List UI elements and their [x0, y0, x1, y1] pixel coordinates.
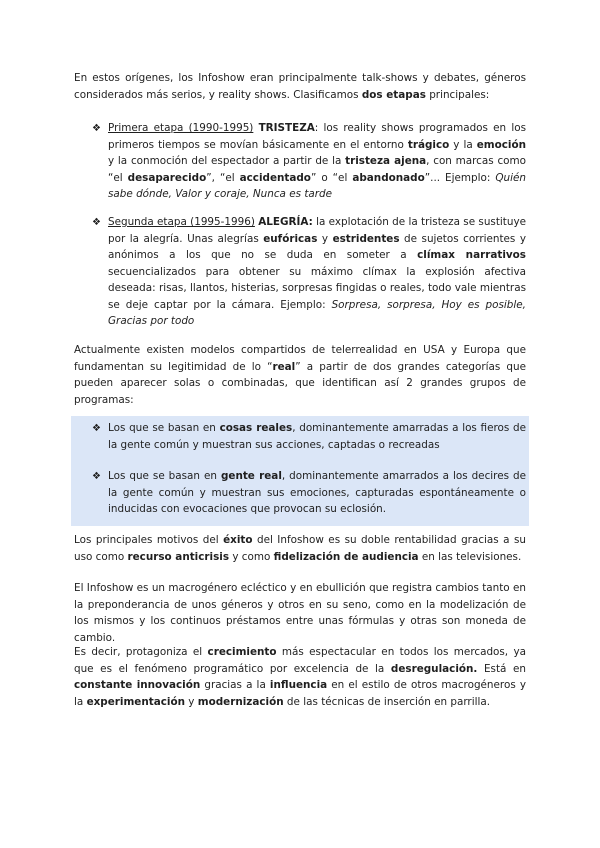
- bold-term: dos etapas: [361, 88, 426, 101]
- group-one-text: Los que se basan en cosas reales, dominantemente amarradas a los fieros de la gente común y muestran sus acciones, captadas o recreadas: [108, 422, 526, 451]
- stage-label: Primera etapa (1990-1995): [108, 122, 254, 134]
- stage-one-text: Primera etapa (1990-1995) TRISTEZA: los reality shows programados en los primeros tiempos se movían básicamente en el entorno trágico y la emoción y la conmoción del espectador a partir de la tristeza ajena, con marcas como “el desaparecido”, “el accidentado” o “el abandonado”... Ejemplo: Quién sabe dónde, Valor y coraje, Nunca es tarde: [108, 122, 527, 200]
- stage-one-item: [92, 120, 526, 203]
- group-two-text: Los que se basan en gente real, dominantemente amarrados a los decires de la gente común y muestran sus emociones, capturadas espontáneamente o inducidas con evocaciones que provocan su eclosión.: [108, 470, 526, 515]
- stage-title: TRISTEZA: [258, 122, 315, 134]
- group-one-item: [92, 420, 526, 453]
- motives-paragraph: Los principales motivos del éxito del Infoshow es su doble rentabilidad gracias a su uso como recurso anticrisis y como fidelización de audiencia en las televisiones.: [74, 534, 526, 563]
- stage-two-text: Segunda etapa (1995-1996) ALEGRÍA: la explotación de la tristeza se sustituye por la alegría. Unas alegrías eufóricas y estridentes de sujetos corrientes y anónimos a los que no se duda en someter a clímax narrativos secuencializados para obtener su máximo clímax la explosión afectiva deseada: risas, llantos, histerias, sorpresas fingidas o reales, todo vale mientras se deje captar por la cámara. Ejemplo: Sorpresa, sorpresa, Hoy es posible, Gracias por todo: [108, 216, 526, 327]
- diamond-bullet-icon: ❖: [92, 123, 101, 134]
- stage-two-item: [92, 214, 526, 330]
- stage-title: ALEGRÍA:: [258, 216, 313, 228]
- diamond-bullet-icon: ❖: [92, 217, 101, 228]
- models-paragraph: Actualmente existen modelos compartidos de telerrealidad en USA y Europa que fundamentan su legitimidad de lo “real” a partir de dos grandes categorías que pueden aparecer solas o combinadas, que identifican así 2 grandes grupos de programas:: [74, 344, 526, 406]
- growth-paragraph: Es decir, protagoniza el crecimiento más espectacular en todos los mercados, ya que es el fenómeno programático por excelencia de la desregulación. Está en constante innovación gracias a la influencia en el estilo de otros macrogéneros y la experimentación y modernización de las técnicas de inserción en parrilla.: [74, 646, 526, 708]
- diamond-bullet-icon: ❖: [92, 471, 101, 482]
- diamond-bullet-icon: ❖: [92, 423, 101, 434]
- examples: Quién sabe dónde, Valor y coraje, Nunca es tarde: [108, 171, 526, 200]
- stage-label: Segunda etapa (1995-1996): [108, 216, 255, 228]
- intro-paragraph: En estos orígenes, los Infoshow eran principalmente talk-shows y debates, géneros considerados más serios, y reality shows. Clasificamos dos etapas principales:: [74, 72, 526, 101]
- group-two-item: [92, 468, 526, 518]
- examples: Sorpresa, sorpresa, Hoy es posible, Gracias por todo: [108, 298, 526, 327]
- macrogenre-paragraph: El Infoshow es un macrogénero ecléctico y en ebullición que registra cambios tanto en la preponderancia de unos géneros y otros en su seno, como en la modelización de los mismos y los continuos préstamos entre unas fórmulas y otras son moneda de cambio.: [74, 582, 526, 644]
